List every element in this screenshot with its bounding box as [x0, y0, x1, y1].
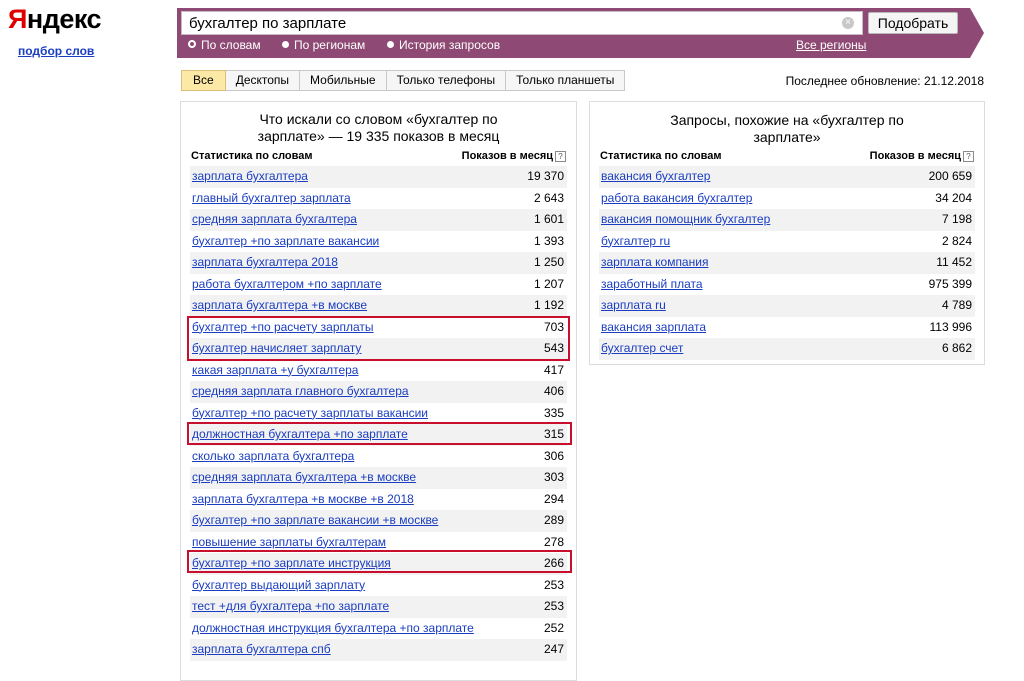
table-row — [190, 575, 567, 597]
phrase-link[interactable]: главный бухгалтер зарплата — [192, 190, 351, 205]
phrase-link[interactable]: тест +для бухгалтера +по зарплате — [192, 599, 390, 613]
word-list — [190, 166, 567, 661]
mode-by-regions[interactable] — [282, 38, 365, 52]
impression-count: 253 — [543, 577, 564, 592]
last-update: Последнее обновление: 21.12.2018 — [785, 74, 984, 88]
mode-label: История запросов — [399, 38, 501, 52]
column-count — [870, 150, 974, 162]
phrase-link[interactable]: зарплата бухгалтера 2018 — [192, 255, 338, 269]
table-row — [190, 532, 567, 554]
impression-count: 113 996 — [929, 319, 972, 334]
impression-count: 200 659 — [928, 169, 972, 183]
mode-label: По регионам — [294, 38, 366, 52]
column-headers — [600, 150, 974, 164]
phrase-link[interactable]: бухгалтер счет — [601, 341, 684, 355]
phrase-link[interactable]: зарплата компания — [601, 255, 709, 269]
service-name-link[interactable]: подбор слов — [18, 44, 95, 58]
phrase-link[interactable]: должностная бухгалтера +по зарплате — [192, 427, 408, 441]
submit-button[interactable]: Подобрать — [868, 12, 958, 34]
impression-count: 703 — [543, 319, 564, 334]
phrase-link[interactable]: зарплата ru — [601, 298, 666, 312]
all-regions-link[interactable]: Все регионы — [796, 38, 867, 52]
phrase-link[interactable]: вакансия зарплата — [601, 319, 707, 334]
search-input[interactable] — [182, 12, 836, 34]
search-box — [181, 11, 863, 35]
impression-count: 1 207 — [533, 276, 564, 291]
phrase-link[interactable]: повышение зарплаты бухгалтерам — [192, 534, 387, 549]
phrase-link[interactable]: работа бухгалтером +по зарплате — [192, 276, 382, 291]
panel-title: Запросы, похожие на «бухгалтер по зарплате» — [670, 112, 904, 145]
table-row — [190, 209, 567, 231]
word-list — [599, 166, 975, 360]
logo-first-letter: Я — [8, 4, 27, 34]
phrase-link[interactable]: зарплата бухгалтера спб — [192, 642, 331, 656]
tab-all[interactable]: Все — [181, 70, 226, 91]
impression-count: 266 — [543, 556, 564, 570]
impression-count: 4 789 — [941, 298, 972, 312]
table-row — [190, 381, 567, 403]
mode-history[interactable] — [387, 38, 500, 52]
phrase-link[interactable]: зарплата бухгалтера +в москве +в 2018 — [192, 491, 414, 506]
table-row — [599, 166, 975, 188]
impression-count: 6 862 — [941, 341, 972, 355]
tab-tablets-only[interactable]: Только планшеты — [506, 70, 625, 91]
similar-queries-panel — [589, 101, 985, 365]
table-row — [190, 489, 567, 511]
mode-by-words[interactable] — [188, 38, 261, 52]
phrase-link[interactable]: зарплата бухгалтера — [192, 169, 308, 183]
phrase-link[interactable]: средняя зарплата бухгалтера — [192, 212, 357, 226]
logo-rest: ндекс — [26, 4, 102, 34]
phrase-link[interactable]: бухгалтер выдающий зарплату — [192, 577, 366, 592]
phrase-link[interactable]: бухгалтер ru — [601, 233, 671, 248]
related-words-panel — [180, 101, 577, 681]
table-row — [599, 295, 975, 317]
impression-count: 19 370 — [527, 169, 564, 183]
radio-icon — [282, 41, 289, 48]
impression-count: 406 — [543, 384, 564, 398]
table-row — [190, 317, 567, 339]
impression-count: 417 — [543, 362, 564, 377]
impression-count: 1 601 — [533, 212, 564, 226]
phrase-link[interactable]: должностная инструкция бухгалтера +по зарплате — [192, 620, 474, 635]
phrase-link[interactable]: бухгалтер +по расчету зарплаты вакансии — [192, 405, 429, 420]
phrase-link[interactable]: работа вакансия бухгалтер — [601, 190, 753, 205]
device-tabs — [181, 70, 625, 90]
search-band-arrow — [970, 8, 984, 58]
table-row — [599, 209, 975, 231]
table-row — [599, 274, 975, 296]
table-row — [190, 424, 567, 446]
impression-count: 335 — [543, 405, 564, 420]
table-row — [599, 338, 975, 360]
table-row — [599, 188, 975, 210]
table-row — [190, 639, 567, 661]
table-row — [599, 231, 975, 253]
phrase-link[interactable]: бухгалтер начисляет зарплату — [192, 341, 362, 355]
phrase-link[interactable]: средняя зарплата главного бухгалтера — [192, 384, 409, 398]
column-count-label: Показов в месяц — [869, 150, 961, 162]
table-row — [190, 166, 567, 188]
impression-count: 253 — [543, 599, 564, 613]
radio-icon — [387, 41, 394, 48]
help-icon[interactable]: ? — [963, 151, 974, 162]
table-row — [190, 467, 567, 489]
impression-count: 34 204 — [935, 190, 972, 205]
impression-count: 1 192 — [533, 298, 564, 312]
column-count-label: Показов в месяц — [461, 150, 553, 162]
impression-count: 1 393 — [533, 233, 564, 248]
impression-count: 543 — [543, 341, 564, 355]
column-words: Статистика по словам — [191, 150, 313, 162]
clear-icon[interactable]: × — [842, 17, 854, 29]
phrase-link[interactable]: бухгалтер +по зарплате инструкция — [192, 556, 391, 570]
impression-count: 294 — [543, 491, 564, 506]
phrase-link[interactable]: вакансия бухгалтер — [601, 169, 711, 183]
impression-count: 306 — [543, 448, 564, 463]
yandex-logo[interactable] — [8, 4, 101, 35]
table-row — [190, 596, 567, 618]
table-row — [599, 252, 975, 274]
column-words: Статистика по словам — [600, 150, 722, 162]
table-row — [190, 403, 567, 425]
impression-count: 2 824 — [941, 233, 972, 248]
help-icon[interactable]: ? — [555, 151, 566, 162]
impression-count: 252 — [543, 620, 564, 635]
mode-label: По словам — [201, 38, 261, 52]
table-row — [190, 188, 567, 210]
table-row — [190, 360, 567, 382]
impression-count: 278 — [543, 534, 564, 549]
impression-count: 975 399 — [928, 276, 972, 291]
impression-count: 2 643 — [533, 190, 564, 205]
impression-count: 303 — [543, 470, 564, 484]
table-row — [190, 295, 567, 317]
table-row — [190, 338, 567, 360]
table-row — [599, 317, 975, 339]
phrase-link[interactable]: бухгалтер +по зарплате вакансии +в москве — [192, 513, 439, 527]
phrase-link[interactable]: бухгалтер +по расчету зарплаты — [192, 319, 374, 334]
impression-count: 289 — [543, 513, 564, 527]
impression-count: 315 — [543, 427, 564, 441]
tab-phones-only[interactable]: Только телефоны — [387, 70, 507, 91]
phrase-link[interactable]: зарплата бухгалтера +в москве — [192, 298, 368, 312]
phrase-link[interactable]: бухгалтер +по зарплате вакансии — [192, 233, 380, 248]
phrase-link[interactable]: заработный плата — [601, 276, 703, 291]
phrase-link[interactable]: средняя зарплата бухгалтера +в москве — [192, 470, 417, 484]
table-row — [190, 510, 567, 532]
panel-title: Что искали со словом «бухгалтер по зарплате» — 19 335 показов в месяц — [257, 111, 500, 144]
table-row — [190, 618, 567, 640]
tab-mobile[interactable]: Мобильные — [300, 70, 387, 91]
table-row — [190, 274, 567, 296]
column-headers — [191, 150, 566, 164]
table-row — [190, 252, 567, 274]
tab-desktops[interactable]: Десктопы — [226, 70, 300, 91]
impression-count: 1 250 — [533, 255, 564, 269]
impression-count: 7 198 — [941, 212, 972, 226]
impression-count: 247 — [543, 642, 564, 656]
radio-selected-icon — [188, 40, 196, 48]
phrase-link[interactable]: какая зарплата +у бухгалтера — [192, 362, 359, 377]
impression-count: 11 452 — [936, 255, 972, 269]
table-row — [190, 231, 567, 253]
table-row — [190, 446, 567, 468]
table-row — [190, 553, 567, 575]
phrase-link[interactable]: сколько зарплата бухгалтера — [192, 448, 355, 463]
column-count — [462, 150, 566, 162]
phrase-link[interactable]: вакансия помощник бухгалтер — [601, 212, 771, 226]
